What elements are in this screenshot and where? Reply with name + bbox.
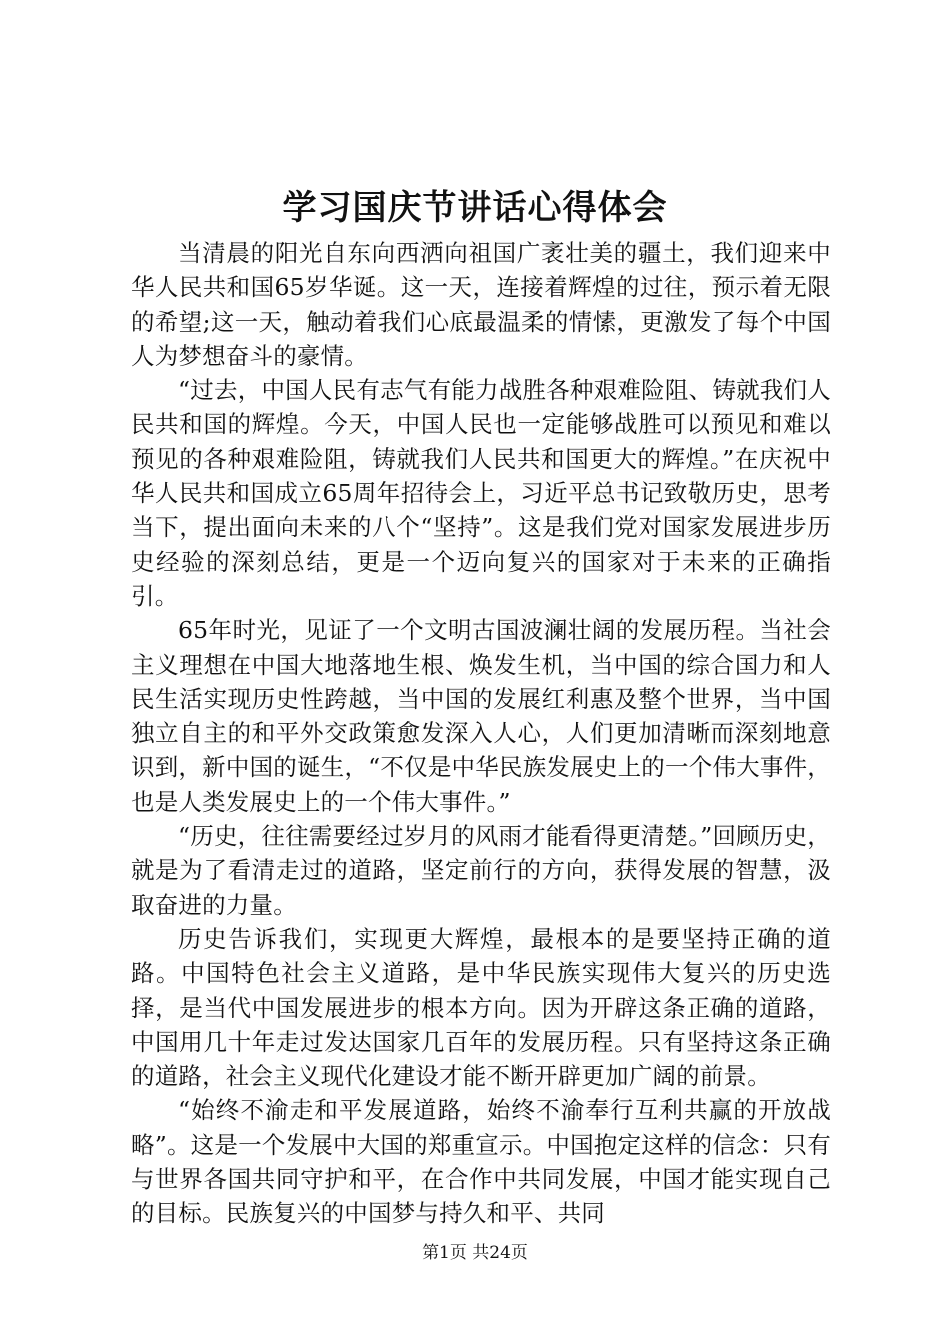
paragraph-1: 当清晨的阳光自东向西洒向祖国广袤壮美的疆土，我们迎来中华人民共和国65岁华诞。这一天，连接着辉煌的过往，预示着无限的希望;这一天，触动着我们心底最温柔的情愫，更激发了每个中国人为梦想奋斗的豪情。 <box>131 239 831 370</box>
page-number-footer: 第1页 共24页 <box>422 1243 528 1263</box>
document-body <box>131 236 831 1231</box>
paragraph-6: “始终不渝走和平发展道路，始终不渝奉行互利共赢的开放战略”。这是一个发展中大国的郑重宣示。中国抱定这样的信念：只有与世界各国共同守护和平，在合作中共同发展，中国才能实现自己的目标。民族复兴的中国梦与持久和平、共同 <box>131 1096 831 1228</box>
paragraph-5: 历史告诉我们，实现更大辉煌，最根本的是要坚持正确的道路。中国特色社会主义道路，是中华民族实现伟大复兴的历史选择，是当代中国发展进步的根本方向。因为开辟这条正确的道路，中国用几十年走过发达国家几百年的发展历程。只有坚持这条正确的道路，社会主义现代化建设才能不断开辟更加广阔的前景。 <box>131 924 831 1091</box>
document-title: 学习国庆节讲话心得体会 <box>282 188 668 228</box>
paragraph-4: “历史，往往需要经过岁月的风雨才能看得更清楚。”回顾历史，就是为了看清走过的道路，坚定前行的方向，获得发展的智慧，汲取奋进的力量。 <box>131 822 831 919</box>
paragraph-2: “过去，中国人民有志气有能力战胜各种艰难险阻、铸就我们人民共和国的辉煌。今天，中国人民也一定能够战胜可以预见和难以预见的各种艰难险阻，铸就我们人民共和国更大的辉煌。”在庆祝中华人民共和国成立65周年招待会上，习近平总书记致敬历史，思考当下，提出面向未来的八个“坚持”。这是我们党对国家发展进步历史经验的深刻总结，更是一个迈向复兴的国家对于未来的正确指引。 <box>131 376 831 610</box>
paragraph-3: 65年时光，见证了一个文明古国波澜壮阔的发展历程。当社会主义理想在中国大地落地生根、焕发生机，当中国的综合国力和人民生活实现历史性跨越，当中国的发展红利惠及整个世界，当中国独立自主的和平外交政策愈发深入人心，人们更加清晰而深刻地意识到，新中国的诞生，“不仅是中华民族发展史上的一个伟大事件，也是人类发展史上的一个伟大事件。” <box>131 616 831 816</box>
